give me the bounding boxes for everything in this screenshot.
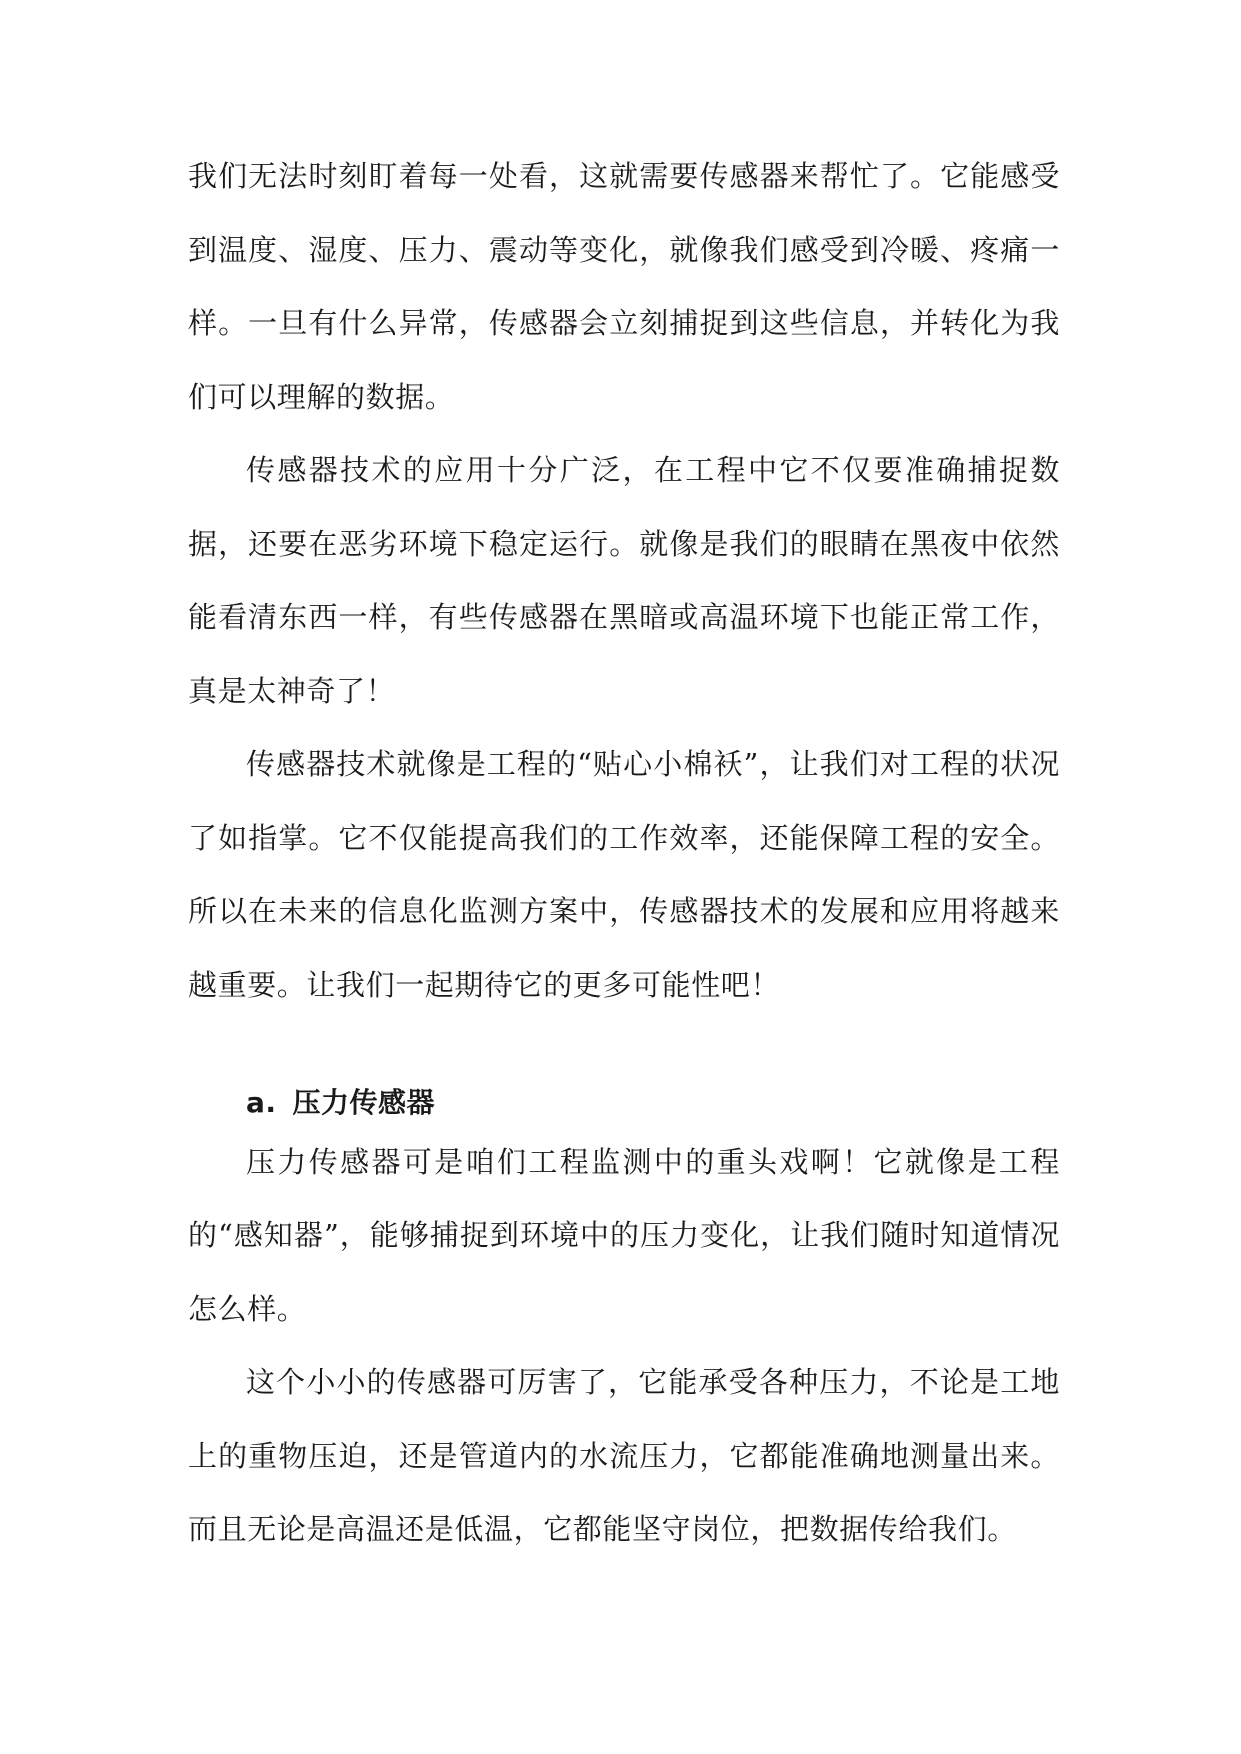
section-heading-marker: a. <box>246 1086 277 1119</box>
document-body <box>188 140 1060 1567</box>
section-heading-title: 压力传感器 <box>292 1086 436 1119</box>
paragraph: 这个小小的传感器可厉害了，它能承受各种压力，不论是工地上的重物压迫，还是管道内的水流压力，它都能准确地测量出来。而且无论是高温还是低温，它都能坚守岗位，把数据传给我们。 <box>188 1365 1060 1546</box>
paragraph: 传感器技术的应用十分广泛，在工程中它不仅要准确捕捉数据，还要在恶劣环境下稳定运行。就像是我们的眼睛在黑夜中依然能看清东西一样，有些传感器在黑暗或高温环境下也能正常工作，真是太神奇了！ <box>188 453 1060 708</box>
paragraph: 压力传感器可是咱们工程监测中的重头戏啊！它就像是工程的“感知器”，能够捕捉到环境中的压力变化，让我们随时知道情况怎么样。 <box>188 1144 1060 1326</box>
paragraph: 我们无法时刻盯着每一处看，这就需要传感器来帮忙了。它能感受到温度、湿度、压力、震动等变化，就像我们感受到冷暖、疼痛一样。一旦有什么异常，传感器会立刻捕捉到这些信息，并转化为我们可以理解的数据。 <box>188 159 1060 414</box>
paragraph: 传感器技术就像是工程的“贴心小棉袄”，让我们对工程的状况了如指掌。它不仅能提高我们的工作效率，还能保障工程的安全。所以在未来的信息化监测方案中，传感器技术的发展和应用将越来越重要。让我们一起期待它的更多可能性吧！ <box>188 747 1060 1002</box>
